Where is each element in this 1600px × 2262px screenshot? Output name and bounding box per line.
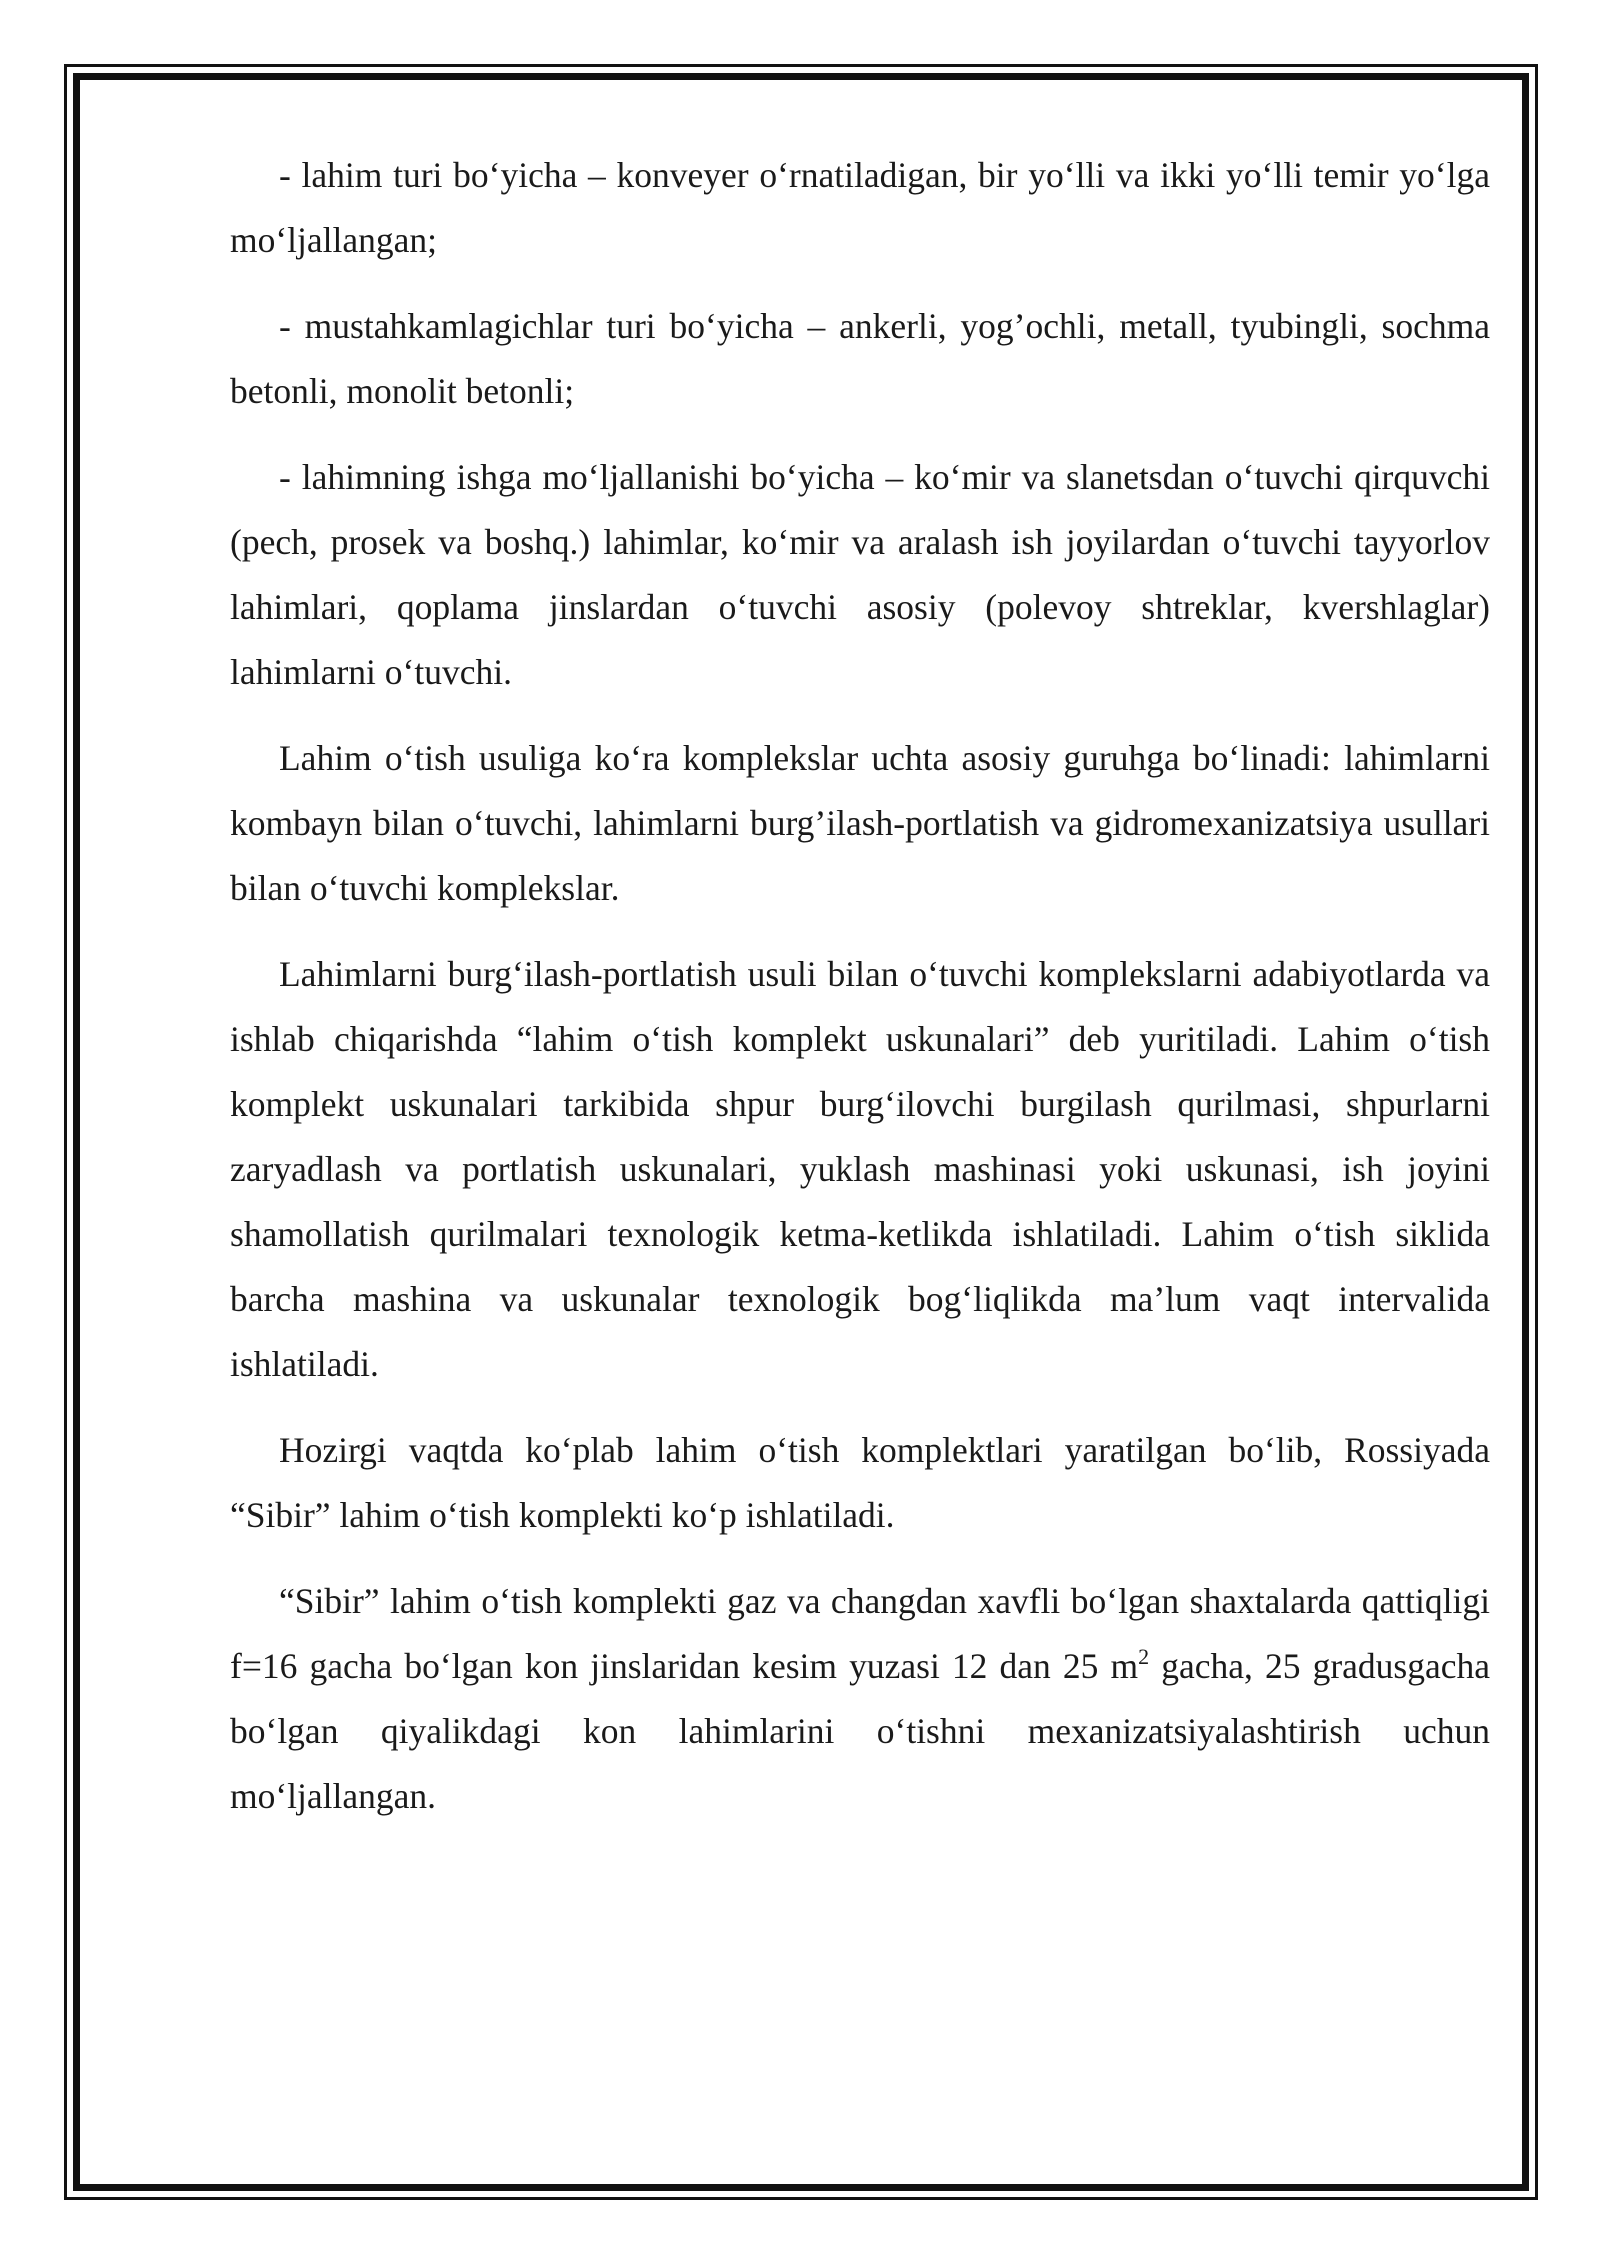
paragraph-4: Lahim o‘tish usuliga ko‘ra komplekslar uchta asosiy guruhga bo‘linadi: lahimlarni kombayn bilan o‘tuvchi, lahimlarni burg’ilash-portlatish va gidromexanizatsiya usullari bilan o‘tuvchi komplekslar. <box>230 738 1490 908</box>
superscript-exponent: 2 <box>1138 1644 1150 1669</box>
paragraph-6: Hozirgi vaqtda ko‘plab lahim o‘tish komplektlari yaratilgan bo‘lib, Rossiyada “Sibir” lahim o‘tish komplekti ko‘p ishlatiladi. <box>230 1430 1490 1535</box>
paragraph-7-text-a: “Sibir” lahim o‘tish komplekti gaz va changdan xavfli bo‘lgan shaxtalarda qattiqligi f=16 gacha bo‘lgan kon jinslaridan kesim yuzasi 12 dan 25 m <box>230 1581 1490 1686</box>
paragraph-5: Lahimlarni burg‘ilash-portlatish usuli bilan o‘tuvchi komplekslarni adabiyotlarda va ishlab chiqarishda “lahim o‘tish komplekt uskunalari” deb yuritiladi. Lahim o‘tish komplekt uskunalari tarkibida shpur burg‘ilovchi burgilash qurilmasi, shpurlarni zaryadlash va portlatish uskunalari, yuklash mashinasi yoki uskunasi, ish joyini shamollatish qurilmalari texnologik ketma-ketlikda ishlatiladi. Lahim o‘tish siklida barcha mashina va uskunalar texnologik bog‘liqlikda ma’lum vaqt intervalida ishlatiladi. <box>230 954 1490 1384</box>
paragraph-3: - lahimning ishga mo‘ljallanishi bo‘yicha – ko‘mir va slanetsdan o‘tuvchi qirquvchi (pech, prosek va boshq.) lahimlar, ko‘mir va aralash ish joyilardan o‘tuvchi tayyorlov lahimlari, qoplama jinslardan o‘tuvchi asosiy (polevoy shtreklar, kvershlaglar) lahimlarni o‘tuvchi. <box>230 457 1490 692</box>
paragraph-2: - mustahkamlagichlar turi bo‘yicha – ankerli, yog’ochli, metall, tyubingli, sochma betonli, monolit betonli; <box>230 306 1490 411</box>
paragraph-1: - lahim turi bo‘yicha – konveyer o‘rnatiladigan, bir yo‘lli va ikki yo‘lli temir yo‘lga mo‘ljallangan; <box>230 155 1490 260</box>
paragraph-7 <box>230 1569 1490 1829</box>
paragraph-7-text-b: gacha, 25 gradusgacha bo‘lgan qiyalikdagi kon lahimlarini o‘tishni mexanizatsiyalashtirish uchun mo‘ljallangan. <box>230 1646 1490 1816</box>
document-body <box>230 143 1490 1850</box>
